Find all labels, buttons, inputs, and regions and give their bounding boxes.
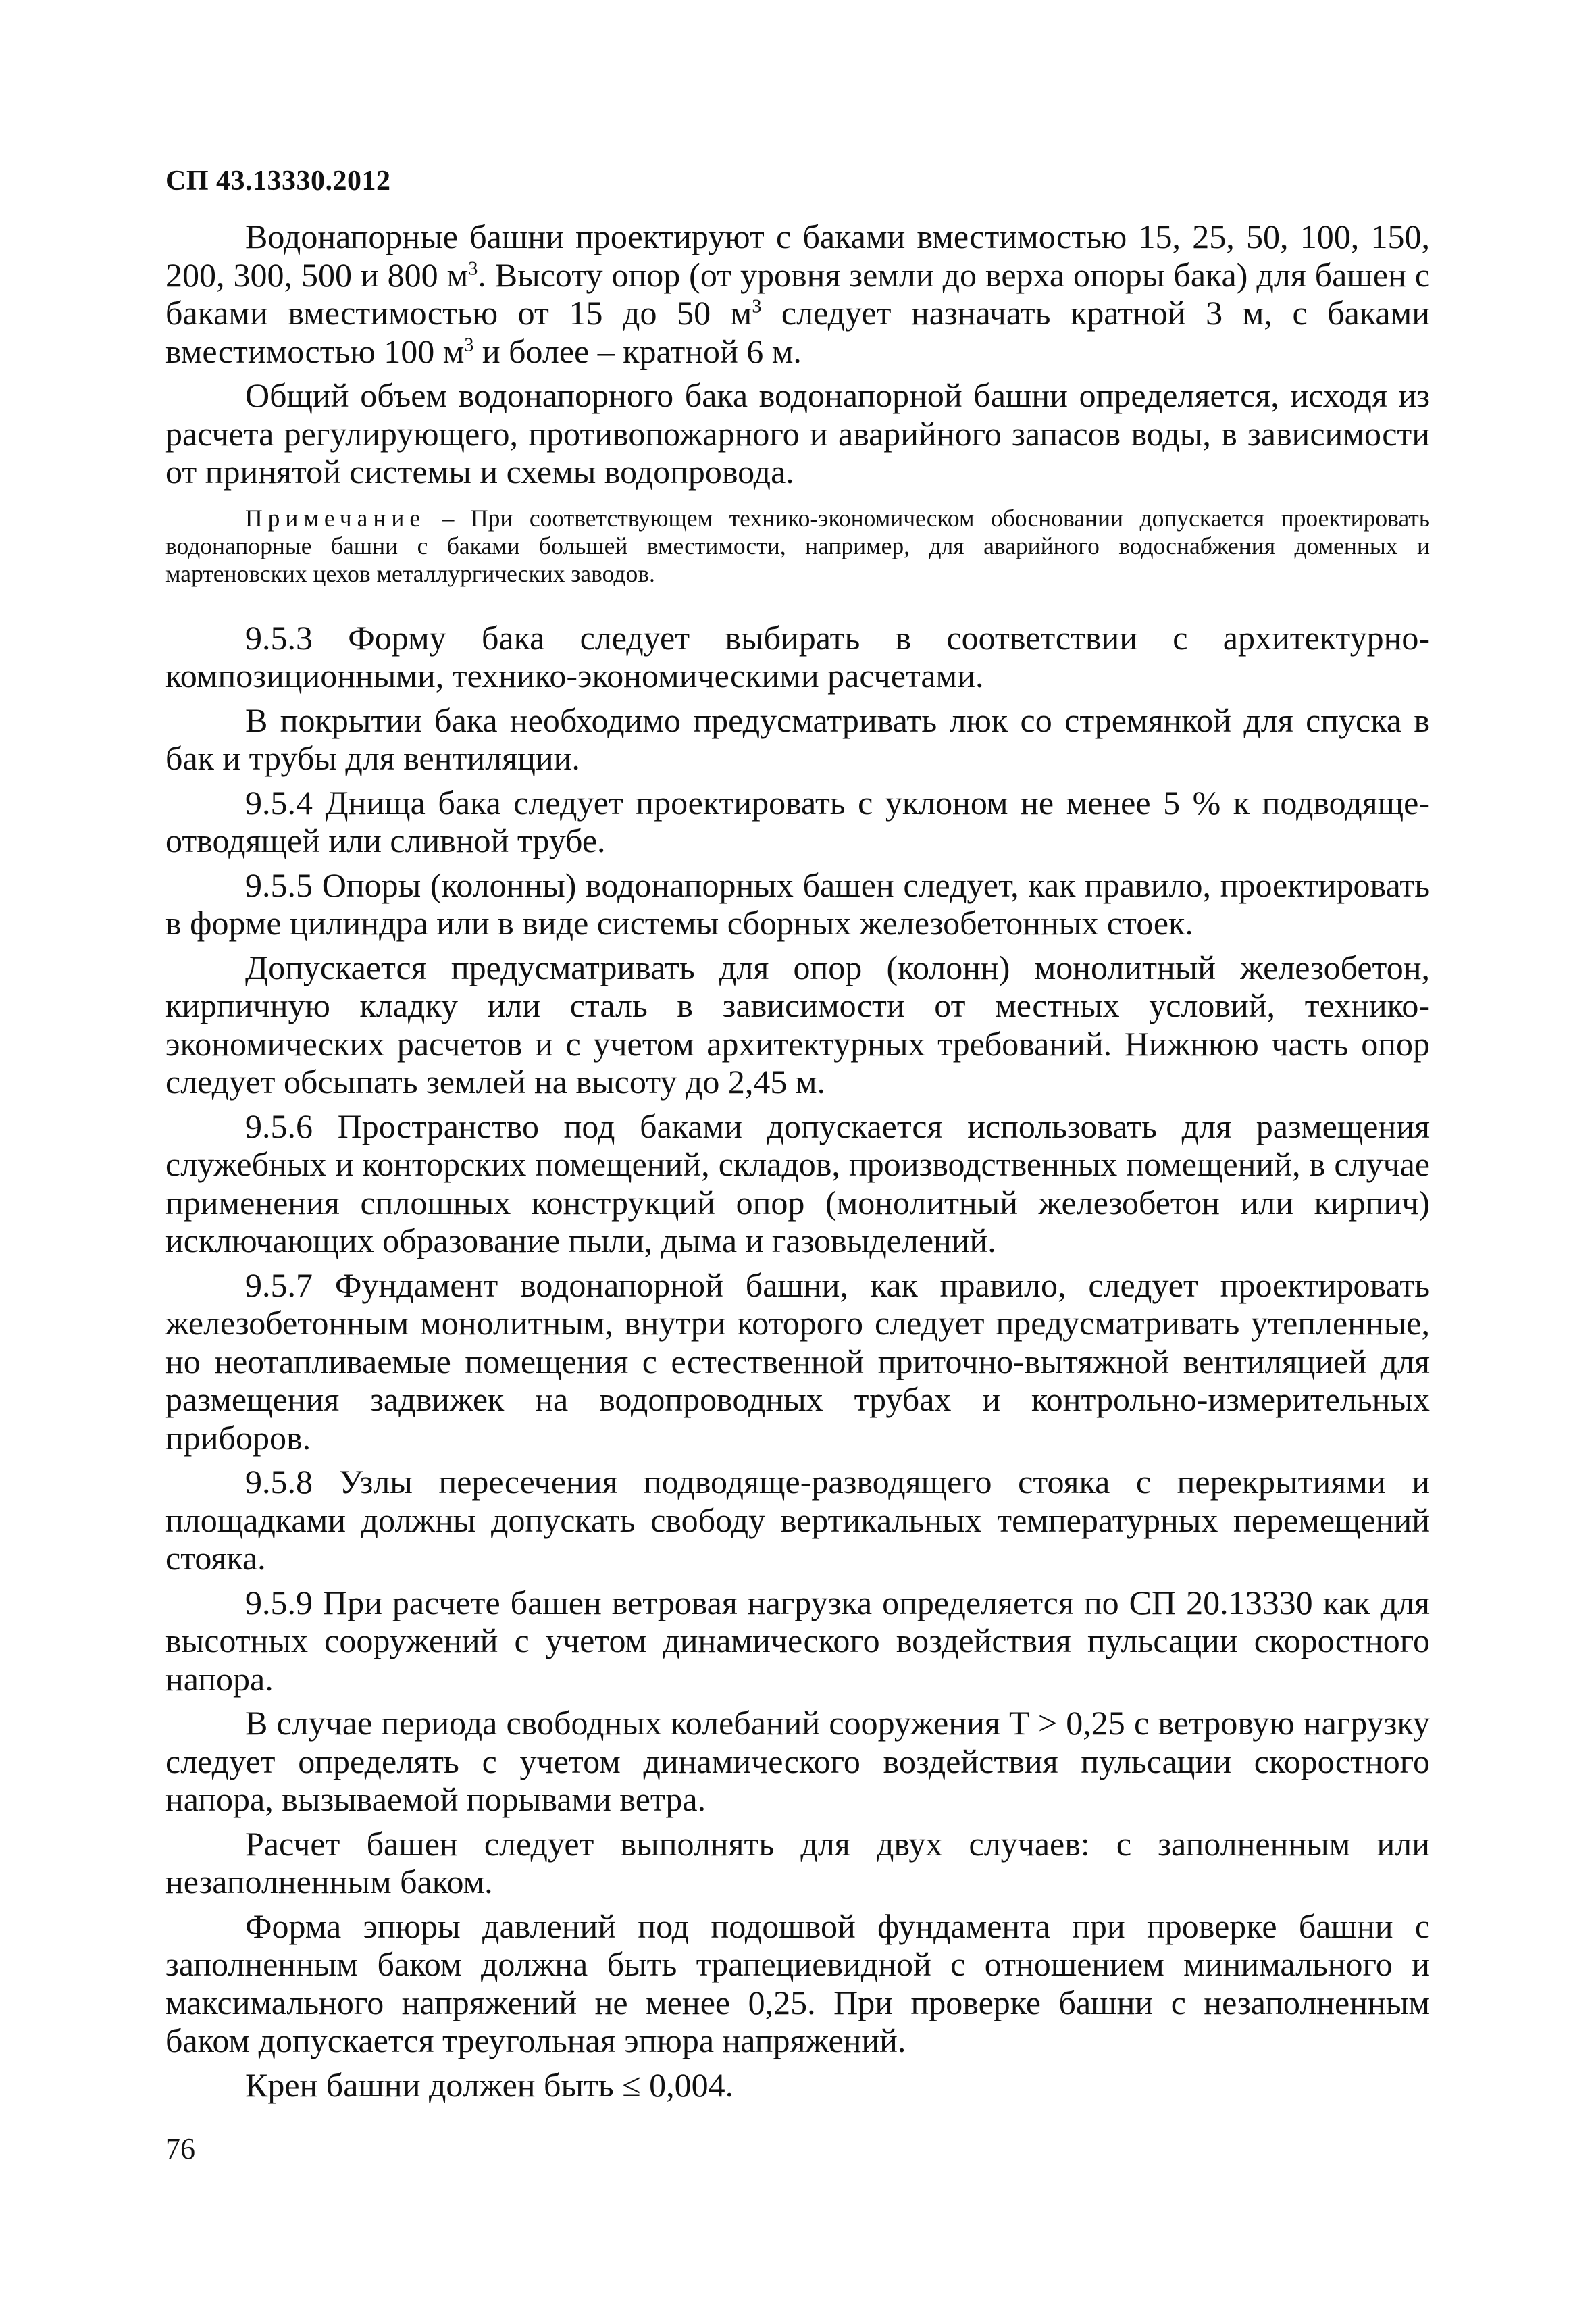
clause-9-5-3: 9.5.3 Форму бака следует выбирать в соответствии с архитектурно-композиционными, технико-экономическими расчетами. xyxy=(165,618,1430,695)
document-body xyxy=(165,218,1430,2110)
clause-9-5-9-cases: Расчет башен следует выполнять для двух случаев: с заполненным или незаполненным баком. xyxy=(165,1824,1430,1901)
clause-9-5-6: 9.5.6 Пространство под баками допускается использовать для размещения служебных и конторских помещений, складов, производственных помещений, в случае применения сплошных конструкций опор (монолитный железобетон или кирпич) исключающих образование пыли, дыма и газовыделений. xyxy=(165,1107,1430,1259)
note-paragraph xyxy=(165,505,1430,588)
clause-9-5-9-wind-load: В случае периода свободных колебаний сооружения T > 0,25 с ветровую нагрузку следует определять с учетом динамического воздействия пульсации скоростного напора, вызываемой порывами ветра. xyxy=(165,1704,1430,1818)
superscript-3: 3 xyxy=(468,257,478,279)
clause-9-5-4: 9.5.4 Днища бака следует проектировать с уклоном не менее 5 % к подводяще-отводящей или сливной трубе. xyxy=(165,783,1430,859)
superscript-3: 3 xyxy=(464,334,474,355)
clause-9-5-8: 9.5.8 Узлы пересечения подводяще-разводящего стояка с перекрытиями и площадками должны допускать свободу вертикальных температурных перемещений стояка. xyxy=(165,1463,1430,1577)
clause-9-5-7: 9.5.7 Фундамент водонапорной башни, как правило, следует проектировать железобетонным монолитным, внутри которого следует предусматривать утепленные, но неотапливаемые помещения с естественной приточно-вытяжной вентиляцией для размещения задвижек на водопроводных трубах и контрольно-измерительных приборов. xyxy=(165,1265,1430,1457)
note-label: Примечание xyxy=(245,504,426,532)
clause-9-5-9-pressure-diagram: Форма эпюры давлений под подошвой фундамента при проверке башни с заполненным баком должна быть трапециевидной с отношением минимального и максимального напряжений не менее 0,25. При проверке башни с незаполненным баком допускается треугольная эпюра напряжений. xyxy=(165,1907,1430,2059)
clause-9-5-5: 9.5.5 Опоры (колонны) водонапорных башен следует, как правило, проектировать в форме цилиндра или в виде системы сборных железобетонных стоек. xyxy=(165,865,1430,942)
clause-9-5-5-materials: Допускается предусматривать для опор (колонн) монолитный железобетон, кирпичную кладку или сталь в зависимости от местных условий, технико-экономических расчетов и с учетом архитектурных требований. Нижнюю часть опор следует обсыпать землей на высоту до 2,45 м. xyxy=(165,948,1430,1101)
clause-9-5-9-tilt: Крен башни должен быть ≤ 0,004. xyxy=(245,2065,734,2104)
page-number: 76 xyxy=(165,2132,195,2165)
document-code-header: СП 43.13330.2012 xyxy=(165,166,391,197)
paragraph-tank-capacities: Водонапорные башни проектируют с баками вместимостью 15, 25, 50, 100, 150, 200, 300, 500 и 800 $м^3$. Высоту опор (от уровня земли до верха опоры бака) для башен с баками вместимостью от 15 до 50 $м^3$ следует назначать кратной 3 м, с баками вместимостью 100 $м^3$ и более – кратной 6 м. xyxy=(165,218,1431,370)
clause-9-5-3-cover: В покрытии бака необходимо предусматривать люк со стремянкой для спуска в бак и трубы для вентиляции. xyxy=(165,701,1430,777)
note-text: – При соответствующем технико-экономическом обосновании допускается проектировать водонапорные башни с баками большей вместимости, например, для аварийного водоснабжения доменных и мартеновских цехов металлургических заводов. xyxy=(165,504,1430,587)
clause-9-5-9: 9.5.9 При расчете башен ветровая нагрузка определяется по СП 20.13330 как для высотных сооружений с учетом динамического воздействия пульсации скоростного напора. xyxy=(165,1583,1430,1698)
superscript-3: 3 xyxy=(752,296,762,318)
paragraph-total-volume: Общий объем водонапорного бака водонапорной башни определяется, исходя из расчета регулирующего, противопожарного и аварийного запасов воды, в зависимости от принятой системы и схемы водопровода. xyxy=(165,376,1430,491)
